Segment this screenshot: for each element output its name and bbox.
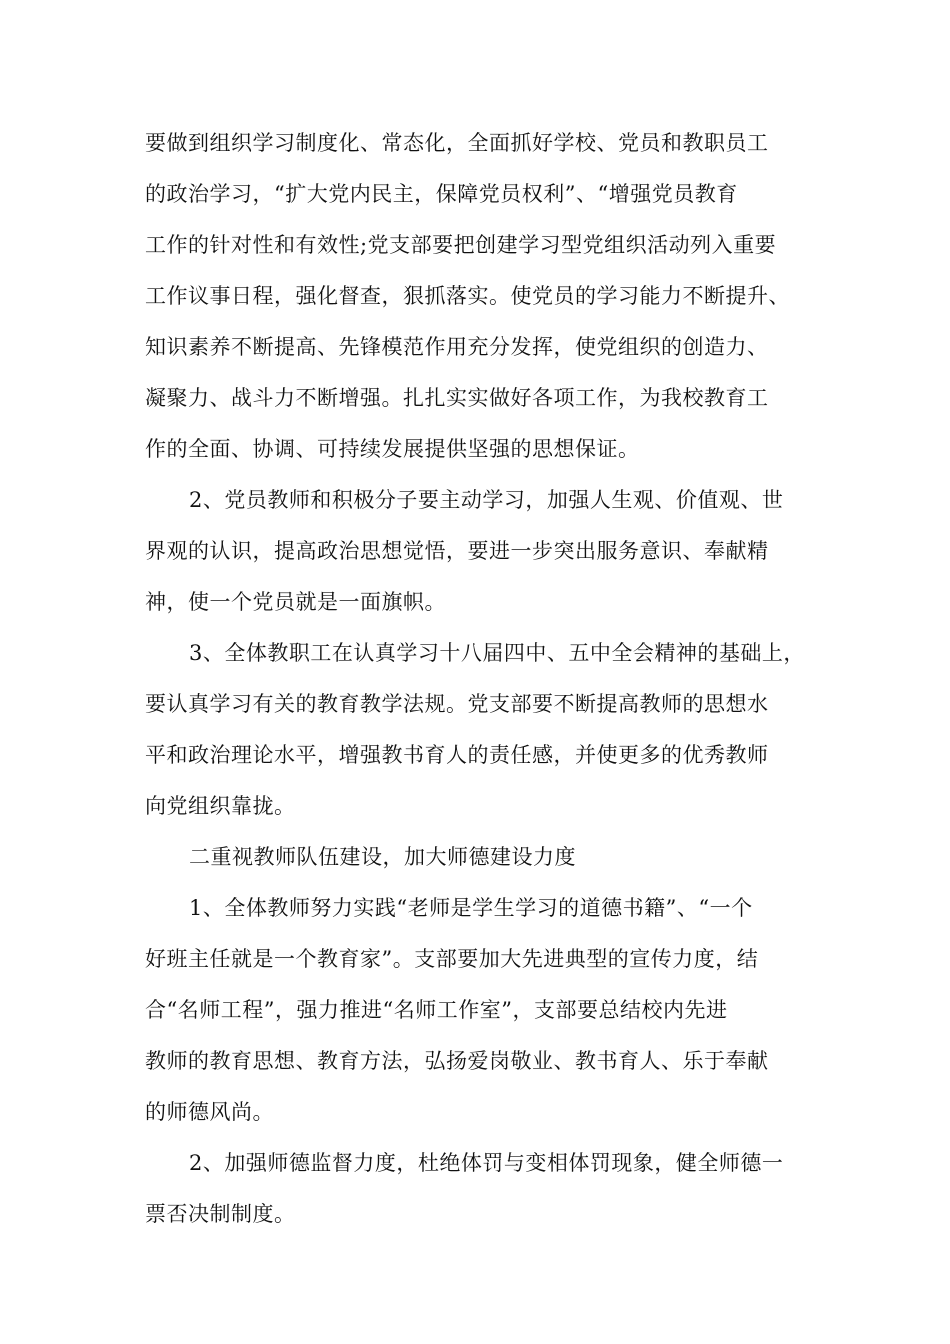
text-line: 知识素养不断提高、先锋模范作用充分发挥，使党组织的创造力、 [145,335,769,359]
text-line: 好班主任就是一个教育家”。支部要加大先进典型的宣传力度，结 [145,947,759,971]
text-line: 界观的认识，提高政治思想觉悟，要进一步突出服务意识、奉献精 [145,539,769,563]
text-line: 工作议事日程，强化督查，狠抓落实。使党员的学习能力不断提升、 [145,284,790,308]
text-line: 2、加强师德监督力度，杜绝体罚与变相体罚现象，健全师德一 [189,1151,784,1175]
text-line: 神，使一个党员就是一面旗帜。 [145,590,446,614]
text-line: 工作的针对性和有效性;党支部要把创建学习型党组织活动列入重要 [145,233,777,257]
text-line: 向党组织靠拢。 [145,794,296,818]
text-line: 1、全体教师努力实践“老师是学生学习的道德书籍”、“一个 [189,896,753,920]
document-body [145,118,810,1240]
text-line: 平和政治理论水平，增强教书育人的责任感，并使更多的优秀教师 [145,743,769,767]
text-line: 票否决制制度。 [145,1202,296,1226]
text-line: 要做到组织学习制度化、常态化，全面抓好学校、党员和教职员工 [145,131,769,155]
text-line: 凝聚力、战斗力不断增强。扎扎实实做好各项工作，为我校教育工 [145,386,769,410]
text-line: 作的全面、协调、可持续发展提供坚强的思想保证。 [145,437,640,461]
text-line: 二重视教师队伍建设，加大师德建设力度 [189,845,576,869]
text-line: 的政治学习，“扩大党内民主，保障党员权利”、“增强党员教育 [145,182,738,206]
text-line: 要认真学习有关的教育教学法规。党支部要不断提高教师的思想水 [145,692,769,716]
text-line: 3、全体教职工在认真学习十八届四中、五中全会精神的基础上， [189,641,805,665]
text-line: 合“名师工程”，强力推进“名师工作室”，支部要总结校内先进 [145,998,728,1022]
text-line: 2、党员教师和积极分子要主动学习，加强人生观、价值观、世 [189,488,784,512]
text-line: 的师德风尚。 [145,1100,274,1124]
text-line: 教师的教育思想、教育方法，弘扬爱岗敬业、教书育人、乐于奉献 [145,1049,769,1073]
